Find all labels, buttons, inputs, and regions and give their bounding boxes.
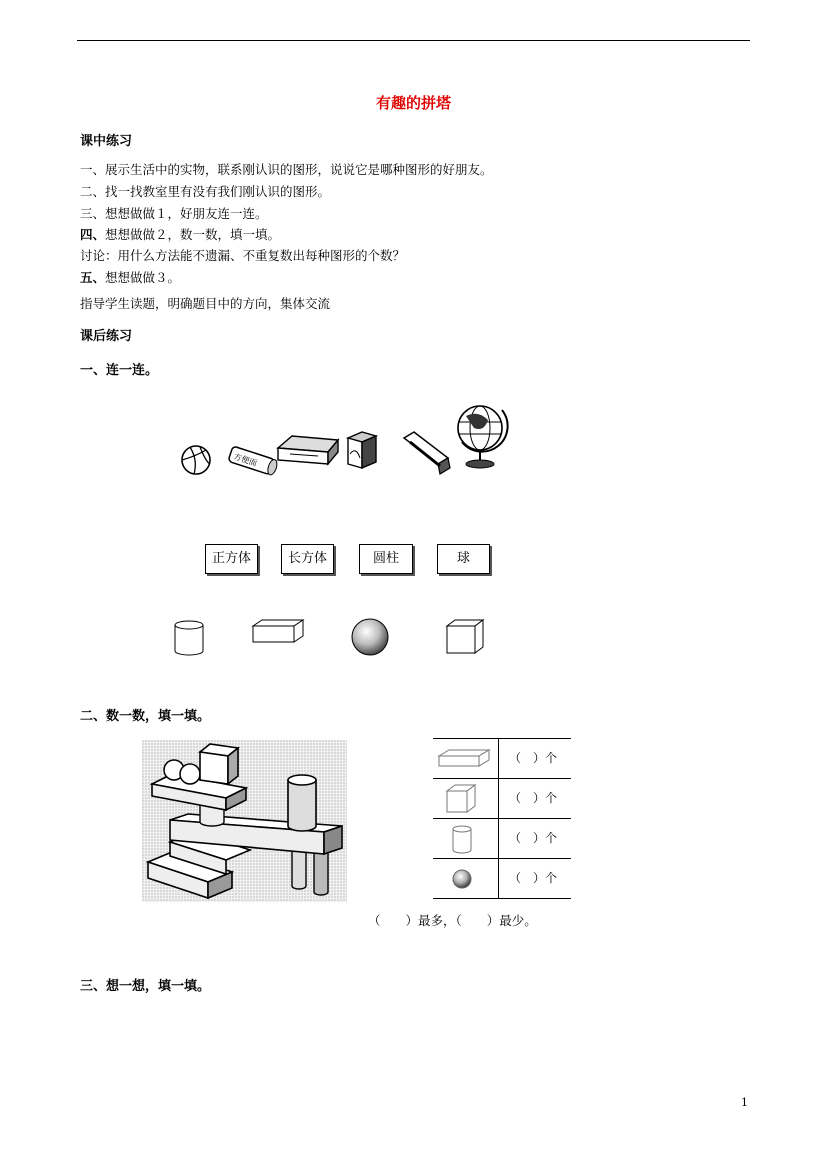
list-item bbox=[80, 160, 493, 178]
biscuit-roll-icon bbox=[228, 446, 279, 476]
item-text: 用什么方法能不遗漏、不重复数出每种图形的个数？ bbox=[117, 248, 406, 263]
table-row bbox=[433, 818, 571, 858]
count-blank: （ ）个 bbox=[509, 871, 558, 885]
toothpaste-box-icon bbox=[404, 432, 450, 474]
question-1-heading: 一、连一连。 bbox=[80, 363, 159, 378]
item-text: 展示生活中的实物，联系刚认识的图形，说说它是哪种图形的好朋友。 bbox=[105, 162, 493, 177]
table-row bbox=[433, 738, 571, 778]
item-text: 想想做做１，好朋友连一连。 bbox=[105, 206, 268, 221]
label-sphere: 球 bbox=[437, 544, 490, 574]
label-cylinder: 圆柱 bbox=[359, 544, 413, 574]
cube-icon bbox=[447, 620, 483, 653]
cuboid-icon bbox=[435, 744, 495, 774]
sphere-icon bbox=[435, 861, 495, 897]
item-text: 想想做做３。 bbox=[105, 270, 181, 285]
most-least-sentence: （ ）最多，（ ）最少。 bbox=[368, 913, 537, 928]
list-item bbox=[80, 204, 268, 222]
question-2-heading: 二、数一数，填一填。 bbox=[80, 709, 211, 724]
page-title: 有趣的拼塔 bbox=[375, 94, 451, 112]
geometric-shapes bbox=[170, 612, 490, 662]
label-cube: 正方体 bbox=[205, 544, 258, 574]
item-text: 找一找教室里有没有我们刚认识的图形。 bbox=[105, 184, 331, 199]
page-number: 1 bbox=[741, 1096, 748, 1109]
in-class-heading: 课中练习 bbox=[80, 134, 133, 149]
item-label: 二、 bbox=[80, 184, 106, 199]
header-rule bbox=[77, 40, 750, 41]
cylinder-icon bbox=[435, 821, 495, 857]
count-blank: （ ）个 bbox=[509, 831, 558, 845]
label-cuboid: 长方体 bbox=[281, 544, 334, 574]
item-label: 四、 bbox=[80, 227, 106, 242]
block-tower-picture bbox=[142, 740, 347, 902]
item-text: 想想做做２，数一数，填一填。 bbox=[105, 227, 281, 242]
table-row bbox=[433, 778, 571, 818]
count-table bbox=[433, 738, 571, 899]
item-label: 五、 bbox=[80, 270, 106, 285]
question-3-heading: 三、想一想，填一填。 bbox=[80, 979, 211, 994]
volleyball-icon bbox=[182, 446, 210, 474]
item-label: 三、 bbox=[80, 206, 106, 221]
table-row bbox=[433, 858, 571, 898]
cylinder-icon bbox=[175, 621, 203, 655]
list-item bbox=[80, 225, 280, 243]
milk-carton-icon bbox=[348, 432, 376, 468]
item-label: 讨论： bbox=[80, 248, 118, 263]
list-item bbox=[80, 182, 330, 200]
sphere-icon bbox=[352, 619, 388, 655]
list-item bbox=[80, 246, 405, 264]
everyday-objects bbox=[178, 402, 518, 482]
globe-icon bbox=[458, 406, 508, 468]
pencil-box-icon bbox=[278, 436, 338, 464]
item-text: 指导学生读题，明确题目中的方向，集体交流 bbox=[80, 296, 331, 311]
list-item bbox=[80, 294, 330, 312]
biscuit-roll-text: 方便面 bbox=[232, 451, 259, 468]
after-class-heading: 课后练习 bbox=[80, 329, 133, 344]
cube-icon bbox=[435, 781, 495, 817]
list-item bbox=[80, 268, 180, 286]
item-label: 一、 bbox=[80, 162, 106, 177]
cuboid-icon bbox=[253, 620, 303, 642]
count-blank: （ ）个 bbox=[509, 751, 558, 765]
count-blank: （ ）个 bbox=[509, 791, 558, 805]
